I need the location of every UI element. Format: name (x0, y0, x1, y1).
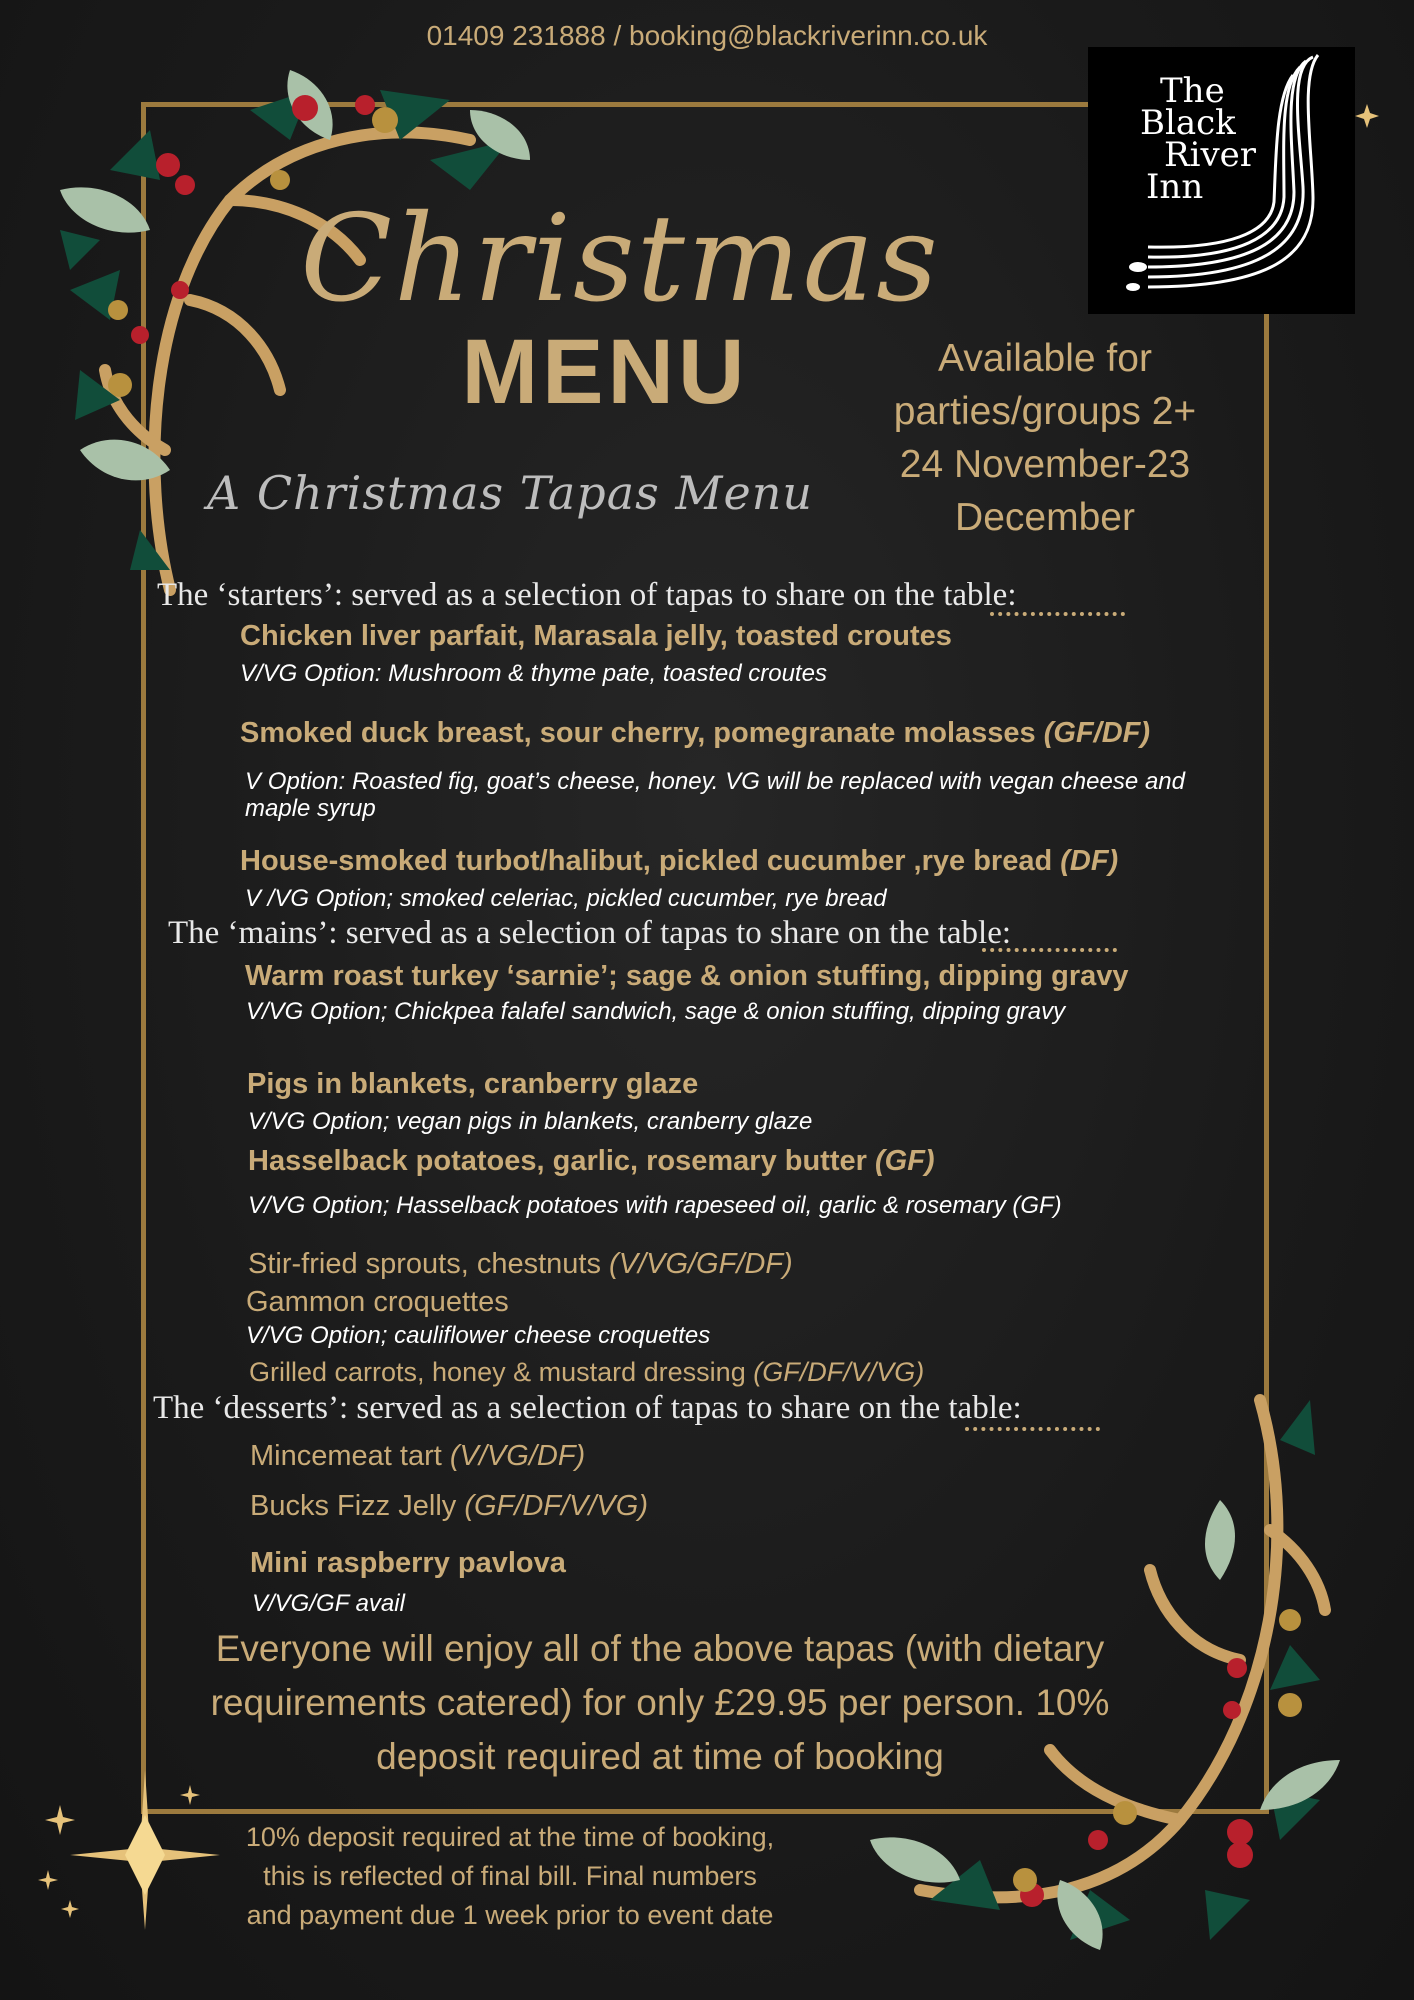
dietary-tag: (GF) (874, 1145, 935, 1177)
dish-name (250, 1547, 566, 1580)
dish-title: Grilled carrots, honey & mustard dressing (249, 1357, 746, 1387)
dish-title: Mincemeat tart (250, 1440, 442, 1472)
dietary-tag: (V/VG/DF) (449, 1440, 586, 1472)
dietary-tag: (V/VG/GF/DF) (609, 1248, 793, 1280)
page-title: MENU (461, 321, 749, 423)
dish-name (240, 845, 1280, 878)
logo-line: Black (1140, 103, 1236, 143)
desserts-dots (965, 1427, 1100, 1431)
dish-option: V/VG/GF avail (252, 1590, 405, 1617)
availability-line: parties/groups 2+ (893, 390, 1197, 433)
dietary-tag: (GF/DF/V/VG) (464, 1490, 648, 1522)
logo-line: Inn (1146, 167, 1204, 207)
dietary-tag: (DF) (1060, 845, 1119, 877)
dish-title: Warm roast turkey ‘sarnie’; sage & onion stuffing, dipping gravy (245, 960, 1129, 992)
dish-title: Pigs in blankets, cranberry glaze (247, 1068, 699, 1100)
dish-option: V /VG Option; smoked celeriac, pickled cucumber, rye bread (245, 885, 887, 912)
dish-title: Smoked duck breast, sour cherry, pomegranate molasses (240, 717, 1036, 749)
sparkle-star-icon (1355, 104, 1379, 128)
deposit-footnote (170, 1818, 850, 1935)
dish-option: V/VG Option; vegan pigs in blankets, cranberry glaze (248, 1108, 813, 1135)
dish-title: Hasselback potatoes, garlic, rosemary butter (248, 1145, 867, 1177)
dish-option: V Option: Roasted fig, goat’s cheese, honey. VG will be replaced with vegan cheese and maple syrup (245, 768, 1185, 822)
starters-dots (990, 612, 1125, 616)
logo-line: River (1164, 135, 1257, 175)
dish-name (245, 960, 1129, 993)
logo-line: The (1160, 71, 1225, 111)
availability-line: December (955, 496, 1135, 539)
footnote-line: 10% deposit required at the time of booking, (245, 1822, 775, 1852)
desserts-heading: The ‘desserts’: served as a selection of tapas to share on the table: (153, 1390, 1022, 1426)
contact-line: 01409 231888 / booking@blackriverinn.co.uk (426, 20, 988, 51)
inn-logo (1088, 47, 1355, 314)
mains-dots (982, 948, 1117, 952)
availability-note (840, 332, 1250, 544)
mains-heading: The ‘mains’: served as a selection of tapas to share on the table: (168, 915, 1012, 951)
dish-title: Chicken liver parfait, Marasala jelly, toasted croutes (240, 620, 952, 652)
availability-line: 24 November-23 (899, 443, 1191, 486)
dish-title: House-smoked turbot/halibut, pickled cucumber ,rye bread (240, 845, 1053, 877)
dish-name (246, 1286, 509, 1319)
dish-option: V/VG Option: Mushroom & thyme pate, toasted croutes (240, 660, 827, 687)
dish-name (250, 1440, 585, 1473)
price-line: deposit required at time of booking (376, 1736, 944, 1777)
dish-name (249, 1357, 924, 1388)
availability-line: Available for (938, 337, 1152, 380)
price-line: Everyone will enjoy all of the above tapas (with dietary (215, 1628, 1105, 1669)
price-line: requirements catered) for only £29.95 per person. 10% (210, 1682, 1110, 1723)
dish-name (240, 620, 952, 653)
dish-name (248, 1145, 935, 1178)
dish-title: Bucks Fizz Jelly (250, 1490, 457, 1522)
dish-name (248, 1248, 793, 1281)
price-note (130, 1622, 1190, 1784)
dietary-tag: (GF/DF) (1043, 717, 1151, 749)
river-fork-icon (1088, 47, 1355, 314)
menu-subtitle: A Christmas Tapas Menu (207, 466, 813, 520)
dish-option: V/VG Option; Hasselback potatoes with rapeseed oil, garlic & rosemary (GF) (248, 1192, 1062, 1219)
dish-title: Stir-fried sprouts, chestnuts (248, 1248, 601, 1280)
dish-name (240, 717, 1280, 750)
dish-title: Gammon croquettes (246, 1286, 509, 1318)
dish-option: V/VG Option; Chickpea falafel sandwich, sage & onion stuffing, dipping gravy (246, 998, 1066, 1025)
dietary-tag: (GF/DF/V/VG) (753, 1357, 925, 1387)
dish-name (250, 1490, 648, 1523)
starters-heading: The ‘starters’: served as a selection of tapas to share on the table: (157, 577, 1017, 613)
script-title: Christmas (300, 190, 940, 329)
footnote-line: this is reflected of final bill. Final numbers (263, 1861, 757, 1891)
dish-name (247, 1068, 698, 1101)
dish-title: Mini raspberry pavlova (250, 1547, 566, 1579)
dish-option: V/VG Option; cauliflower cheese croquettes (246, 1322, 711, 1349)
footnote-line: and payment due 1 week prior to event date (246, 1900, 774, 1930)
